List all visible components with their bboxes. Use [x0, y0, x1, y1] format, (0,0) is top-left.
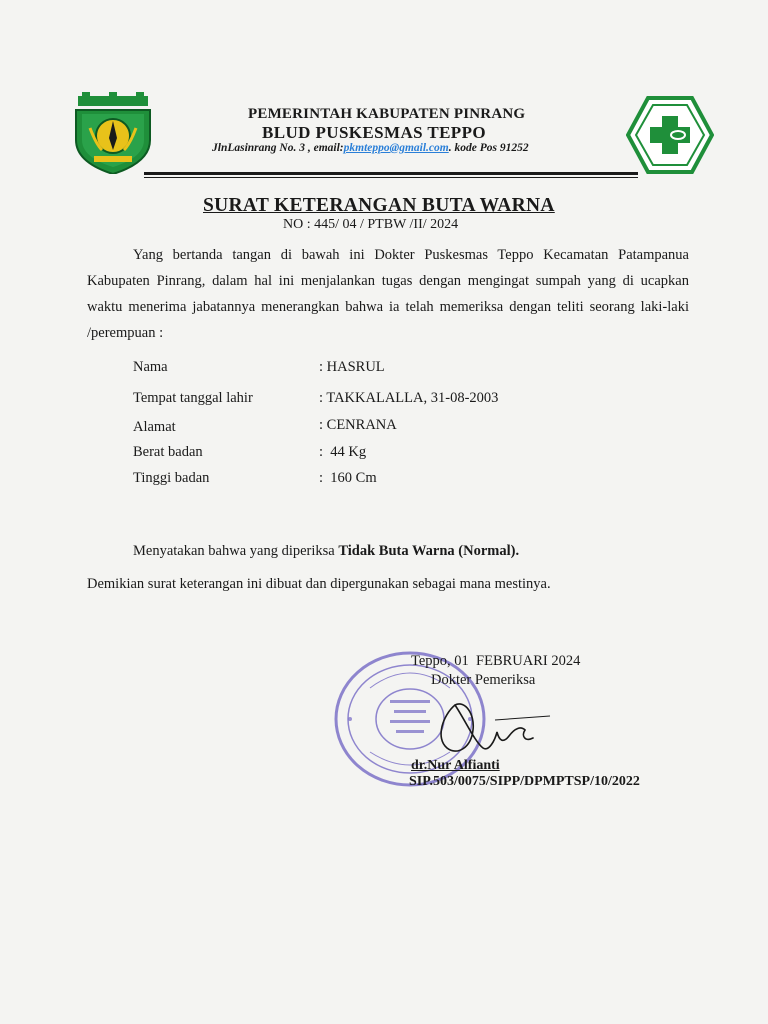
letter-number: NO : 445/ 04 / PTBW /II/ 2024 — [283, 217, 459, 232]
letter-title: SURAT KETERANGAN BUTA WARNA — [203, 195, 555, 216]
field-value-nama: : HASRUL — [319, 359, 385, 375]
signer-name: dr.Nur Alfianti — [411, 758, 500, 773]
field-value-berat: : 44 Kg — [319, 444, 367, 460]
intro-paragraph: Yang bertanda tangan di bawah ini Dokter Puskesmas Teppo Kecamatan Patampanua Kabupaten Pinrang, dalam hal ini menjalankan tugas dengan mengingat sumpah yang di ucapkan waktu menerima jabatannya menerangkan bahwa ia telah memeriksa dengan teliti seorang laki-laki /perempuan : — [87, 247, 689, 341]
signer-license: SIP.503/0075/SIPP/DPMPTSP/10/2022 — [409, 774, 640, 789]
address-suffix: . kode Pos 91252 — [448, 142, 529, 154]
email-link[interactable]: pkmteppo@gmail.com — [343, 142, 449, 154]
header-government: PEMERINTAH KABUPATEN PINRANG — [248, 106, 526, 122]
field-label-nama: Nama — [133, 359, 168, 375]
field-label-ttl: Tempat tanggal lahir — [133, 390, 253, 406]
field-label-tinggi: Tinggi badan — [133, 470, 210, 486]
header-divider-thick — [144, 172, 638, 175]
closing-sentence: Demikian surat keterangan ini dibuat dan dipergunakan sebagai mana mestinya. — [87, 576, 551, 592]
field-value-alamat: : CENRANA — [319, 417, 397, 433]
statement — [133, 543, 519, 560]
statement-result: Tidak Buta Warna (Normal). — [338, 543, 520, 559]
signer-role: Dokter Pemeriksa — [431, 672, 536, 688]
health-cross-icon — [626, 96, 714, 174]
header-divider-thin — [144, 177, 638, 178]
field-value-tinggi: : 160 Cm — [319, 470, 377, 486]
field-label-alamat: Alamat — [133, 419, 176, 435]
address-prefix: JlnLasinrang No. 3 , email: — [212, 142, 344, 154]
regency-coat-of-arms-icon — [72, 92, 154, 174]
field-label-berat: Berat badan — [133, 444, 203, 460]
place-date: Teppo, 01 FEBRUARI 2024 — [411, 653, 581, 669]
statement-prefix: Menyatakan bahwa yang diperiksa — [133, 543, 339, 559]
field-value-ttl: : TAKKALALLA, 31-08-2003 — [319, 390, 499, 406]
header-organization: BLUD PUSKESMAS TEPPO — [262, 123, 487, 142]
handwritten-signature-icon — [425, 690, 555, 760]
header-address — [212, 142, 529, 154]
